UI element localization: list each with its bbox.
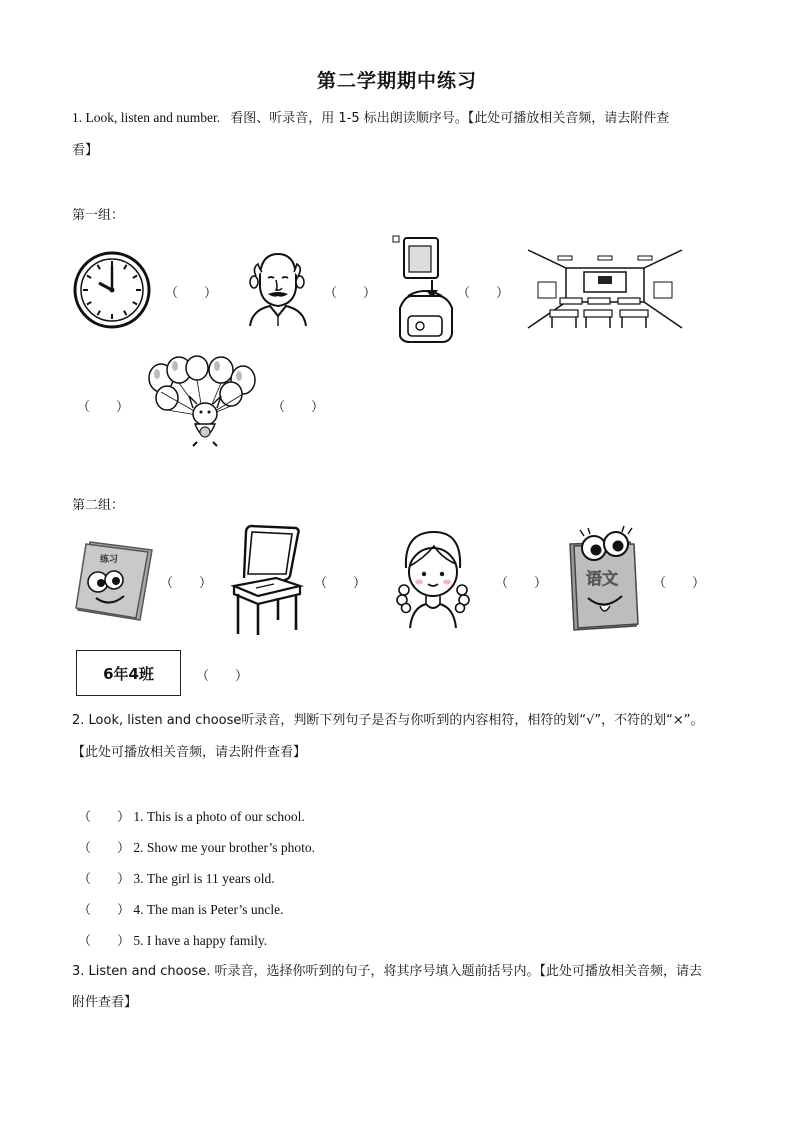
list-item: [78, 837, 315, 856]
grandpa-icon: [240, 246, 312, 326]
q2-item: 1. This is a photo of our school.: [133, 809, 305, 824]
q1-instruction: [72, 108, 669, 129]
q2-item: 5. I have a happy family.: [133, 933, 268, 948]
balloons-icon: [145, 356, 263, 448]
answer-paren[interactable]: （ ）: [78, 810, 131, 825]
answer-paren[interactable]: （ ）: [495, 576, 548, 591]
q1-chinese-cont: 看】: [72, 143, 99, 158]
group2-label: 第二组：: [72, 498, 125, 513]
list-item: [78, 930, 267, 949]
q2-note: 【此处可播放相关音频，请去附件查看】: [72, 745, 307, 760]
list-item: [78, 868, 275, 887]
chinese-book-icon: [564, 526, 642, 632]
schoolbag-icon: [390, 232, 458, 344]
answer-paren[interactable]: （ ）: [78, 934, 131, 949]
answer-paren[interactable]: （ ）: [78, 903, 131, 918]
answer-paren[interactable]: （ ）: [196, 669, 249, 684]
q2-instruction: 2. Look, listen and choose听录音，判断下列句子是否与你听到的内容相符，相符的划“√”，不符的划“×”。: [72, 713, 704, 728]
q1-chinese: 看图、听录音，用 1-5 标出朗读顺序号。【此处可播放相关音频，请去附件查: [230, 111, 670, 126]
q3-instruction: 3. Listen and choose. 听录音，选择你听到的句子，将其序号填入题前括号内。【此处可播放相关音频，请去: [72, 964, 703, 979]
chinese-book-title: 语文: [586, 569, 619, 588]
exercise-book-icon: [74, 538, 154, 622]
chair-icon: [230, 524, 302, 636]
q2-item: 3. The girl is 11 years old.: [133, 871, 275, 886]
q2-item: 2. Show me your brother’s photo.: [133, 840, 316, 855]
q1-english: 1. Look, listen and number.: [72, 110, 221, 125]
exercise-book-title: 练习: [100, 555, 119, 565]
answer-paren[interactable]: （ ）: [653, 576, 706, 591]
group1-label: 第一组：: [72, 208, 125, 223]
answer-paren[interactable]: （ ）: [77, 400, 130, 415]
clock-icon: [73, 251, 151, 329]
answer-paren[interactable]: （ ）: [78, 841, 131, 856]
list-item: [78, 806, 305, 825]
answer-paren[interactable]: （ ）: [272, 400, 325, 415]
answer-paren[interactable]: （ ）: [78, 872, 131, 887]
page-title: 第二学期期中练习: [316, 70, 477, 92]
answer-paren[interactable]: （ ）: [457, 286, 510, 301]
list-item: [78, 899, 283, 918]
answer-paren[interactable]: （ ）: [324, 286, 377, 301]
q2-item: 4. The man is Peter’s uncle.: [133, 902, 284, 917]
class-sign: 6年4班: [76, 650, 181, 696]
answer-paren[interactable]: （ ）: [314, 576, 367, 591]
classroom-icon: [526, 248, 684, 330]
answer-paren[interactable]: （ ）: [160, 576, 213, 591]
q3-instruction-cont: 附件查看】: [72, 995, 138, 1010]
girl-icon: [394, 528, 472, 630]
answer-paren[interactable]: （ ）: [165, 286, 218, 301]
